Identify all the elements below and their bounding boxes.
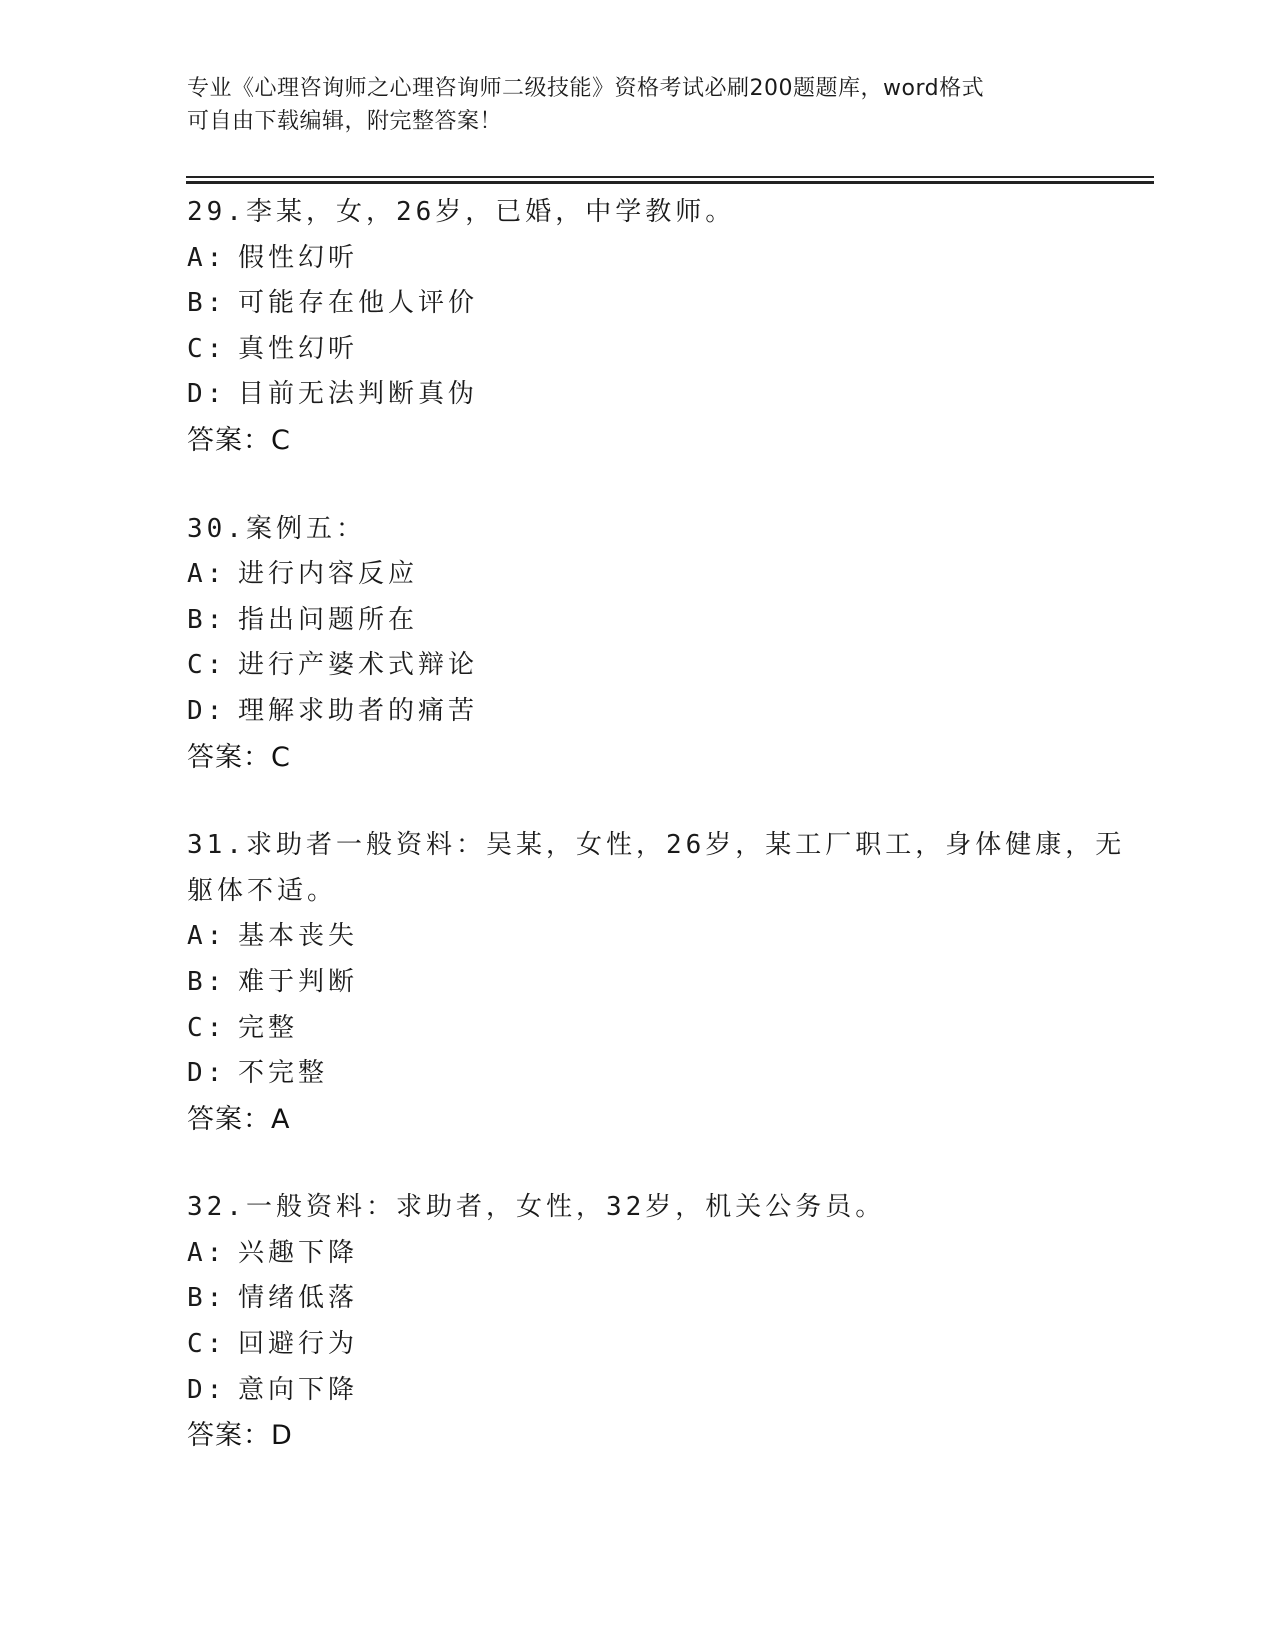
answer-option (187, 1006, 1087, 1052)
option-key: D (187, 1374, 207, 1405)
header-divider-thick (186, 181, 1154, 184)
answer-value: C (271, 741, 291, 773)
option-text: 进行产婆术式辩论 (237, 650, 478, 681)
header-line-1: 专业《心理咨询师之心理咨询师二级技能》资格考试必刷200题题库，word格式 (187, 76, 985, 101)
answer-option (187, 643, 1087, 689)
option-separator: : (206, 695, 238, 726)
option-text: 意向下降 (237, 1374, 358, 1405)
option-text: 完整 (237, 1012, 298, 1043)
option-key: C (187, 1329, 207, 1360)
option-separator: : (206, 379, 238, 410)
question-stem: 29.李某，女，26岁，已婚，中学教师。 (187, 197, 736, 227)
answer-label: 答案： (187, 1420, 271, 1452)
option-key: C (187, 650, 207, 681)
option-key: C (187, 1012, 207, 1043)
option-key: D (187, 379, 207, 410)
option-separator: : (206, 604, 238, 635)
option-text: 指出问题所在 (237, 604, 418, 635)
option-separator: : (206, 1329, 238, 1360)
option-text: 难于判断 (237, 966, 358, 997)
option-separator: : (206, 559, 238, 590)
option-key: A (187, 559, 207, 590)
answer-option (187, 327, 1087, 373)
option-text: 真性幻听 (237, 333, 358, 364)
option-key: D (187, 695, 207, 726)
option-separator: : (206, 333, 238, 364)
answer-label: 答案： (187, 1103, 271, 1135)
document-header (187, 72, 1087, 138)
option-key: B (187, 966, 207, 997)
option-key: A (187, 242, 207, 273)
option-text: 假性幻听 (237, 242, 358, 273)
answer-option (187, 598, 1087, 644)
option-text: 理解求助者的痛苦 (237, 695, 478, 726)
answer-option (187, 1276, 1087, 1322)
answer-option (187, 281, 1087, 327)
option-separator: : (206, 1012, 238, 1043)
answer-option (187, 1051, 1087, 1097)
option-separator: : (206, 1237, 238, 1268)
answer-value: C (271, 424, 291, 456)
option-text: 基本丧失 (237, 921, 358, 952)
option-separator: : (206, 966, 238, 997)
answer-label: 答案： (187, 424, 271, 456)
option-key: A (187, 1237, 207, 1268)
option-separator: : (206, 1374, 238, 1405)
answer-label: 答案： (187, 741, 271, 773)
answer-option (187, 914, 1087, 960)
question-block (187, 823, 1126, 1142)
option-text: 兴趣下降 (237, 1237, 358, 1268)
header-divider-thin (186, 176, 1154, 178)
answer-line (187, 1413, 1087, 1459)
option-separator: : (206, 1058, 238, 1089)
answer-line (187, 735, 1087, 781)
option-separator: : (206, 242, 238, 273)
question-stem: 躯体不适。 (187, 875, 338, 906)
option-text: 目前无法判断真伪 (237, 379, 478, 410)
option-text: 不完整 (237, 1058, 328, 1089)
question-block (187, 190, 1087, 464)
option-separator: : (206, 1283, 238, 1314)
question-block (187, 1185, 1087, 1459)
answer-option (187, 960, 1087, 1006)
answer-option (187, 689, 1087, 735)
option-key: B (187, 604, 207, 635)
option-text: 可能存在他人评价 (237, 288, 478, 319)
question-block (187, 507, 1087, 781)
question-stem: 30.案例五： (187, 513, 366, 544)
question-stem: 32.一般资料：求助者，女性，32岁，机关公务员。 (187, 1192, 886, 1223)
option-key: A (187, 921, 207, 952)
answer-option (187, 1322, 1087, 1368)
option-separator: : (206, 650, 238, 681)
answer-line (187, 418, 1087, 464)
option-key: B (187, 288, 207, 319)
answer-option (187, 1368, 1087, 1414)
option-text: 回避行为 (237, 1329, 358, 1360)
option-separator: : (206, 288, 238, 319)
option-key: B (187, 1283, 207, 1314)
answer-option (187, 236, 1087, 282)
answer-value: A (271, 1103, 291, 1135)
header-line-2: 可自由下载编辑，附完整答案！ (187, 109, 503, 134)
option-separator: : (206, 921, 238, 952)
answer-line (187, 1097, 1087, 1143)
answer-value: D (271, 1420, 293, 1452)
question-list (187, 190, 1126, 1502)
option-text: 情绪低落 (237, 1283, 358, 1314)
option-key: D (187, 1058, 207, 1089)
option-text: 进行内容反应 (237, 559, 418, 590)
answer-option (187, 372, 1087, 418)
option-key: C (187, 333, 207, 364)
answer-option (187, 552, 1087, 598)
answer-option (187, 1231, 1087, 1277)
question-stem: 31.求助者一般资料：吴某，女性，26岁，某工厂职工，身体健康，无 (187, 830, 1126, 861)
